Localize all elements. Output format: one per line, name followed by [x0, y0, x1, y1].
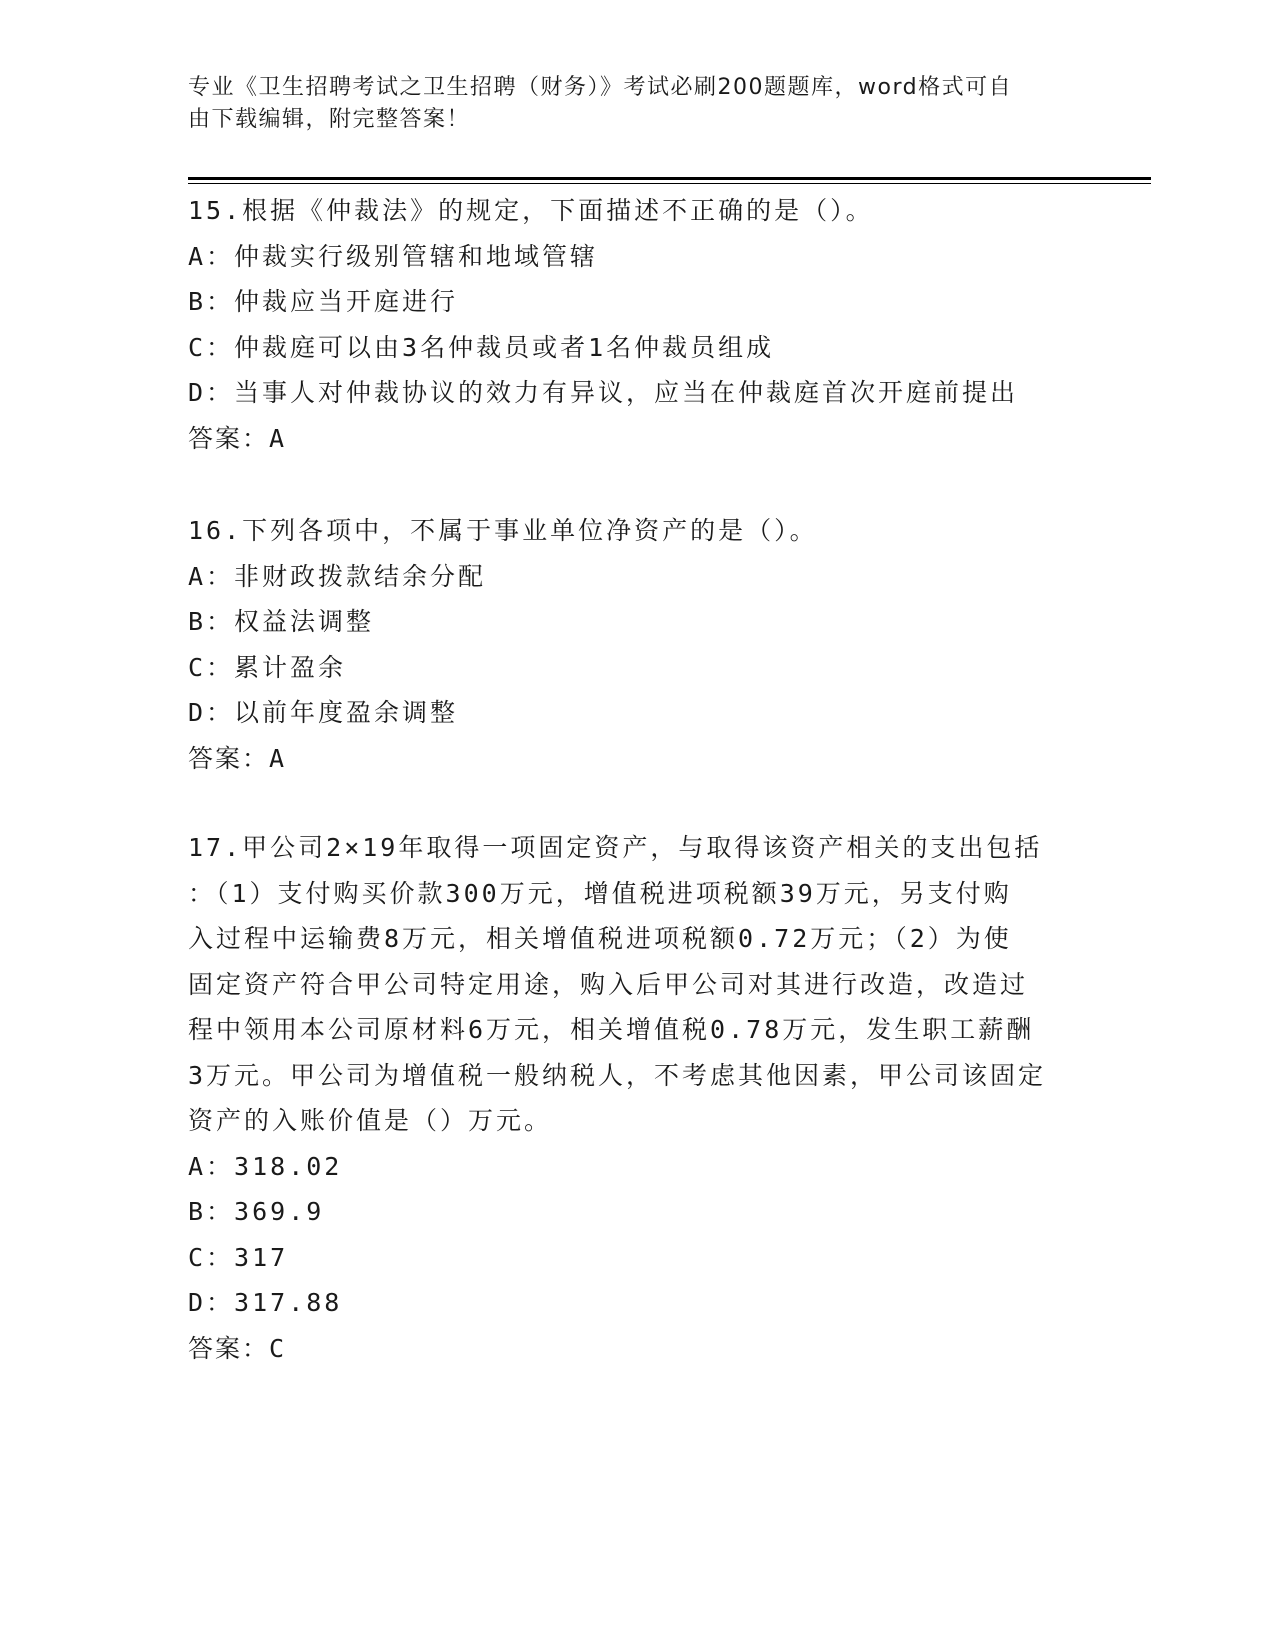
answer-value: A — [269, 743, 287, 773]
option-c: C：仲裁庭可以由3名仲裁员或者1名仲裁员组成 — [188, 332, 775, 362]
answer-line — [188, 416, 1088, 462]
question-stem-line-1: 17.甲公司2×19年取得一项固定资产，与取得该资产相关的支出包括 — [188, 833, 1043, 862]
answer-value: C — [269, 1333, 287, 1363]
answer-label: 答案： — [188, 1333, 270, 1363]
header-divider-thin — [188, 183, 1151, 184]
option-d: D：以前年度盈余调整 — [188, 698, 459, 727]
question-stem-line-6: 3万元。甲公司为增值税一般纳税人，不考虑其他因素，甲公司该固定 — [188, 1060, 1047, 1090]
question-stem: 16.下列各项中，不属于事业单位净资产的是（）。 — [188, 516, 818, 545]
option-d: D：当事人对仲裁协议的效力有异议，应当在仲裁庭首次开庭前提出 — [188, 378, 1019, 407]
option-b: B：权益法调整 — [188, 607, 375, 636]
answer-label: 答案： — [188, 743, 270, 773]
question-16 — [188, 508, 1088, 781]
option-a: A：318.02 — [188, 1151, 343, 1181]
option-c: C：317 — [188, 1242, 289, 1272]
option-b: B：仲裁应当开庭进行 — [188, 287, 459, 316]
option-a: A：仲裁实行级别管辖和地域管辖 — [188, 241, 599, 271]
header-divider-thick — [188, 177, 1151, 180]
answer-label: 答案： — [188, 423, 270, 453]
question-stem-line-3: 入过程中运输费8万元，相关增值税进项税额0.72万元；（2）为使 — [188, 924, 1012, 953]
option-d: D：317.88 — [188, 1288, 343, 1317]
question-stem-line-5: 程中领用本公司原材料6万元，相关增值税0.78万元，发生职工薪酬 — [188, 1015, 1035, 1044]
question-15 — [188, 188, 1088, 461]
option-c: C：累计盈余 — [188, 652, 347, 682]
question-17 — [188, 825, 1088, 1371]
header-line-1: 专业《卫生招聘考试之卫生招聘（财务）》考试必刷200题题库，word格式可自 — [188, 75, 1013, 100]
question-stem: 15.根据《仲裁法》的规定，下面描述不正确的是（）。 — [188, 196, 874, 225]
answer-line — [188, 1326, 1088, 1372]
header-line-2: 由下载编辑，附完整答案！ — [188, 107, 471, 132]
question-stem-line-7: 资产的入账价值是（）万元。 — [188, 1106, 553, 1135]
question-stem-line-4: 固定资产符合甲公司特定用途，购入后甲公司对其进行改造，改造过 — [188, 969, 1029, 999]
question-stem-line-2: ：（1）支付购买价款300万元，增值税进项税额39万元，另支付购 — [188, 878, 1012, 908]
option-a: A：非财政拨款结余分配 — [188, 561, 487, 591]
answer-line — [188, 736, 1088, 782]
answer-value: A — [269, 423, 287, 453]
option-b: B：369.9 — [188, 1197, 325, 1226]
document-header — [188, 72, 1088, 136]
